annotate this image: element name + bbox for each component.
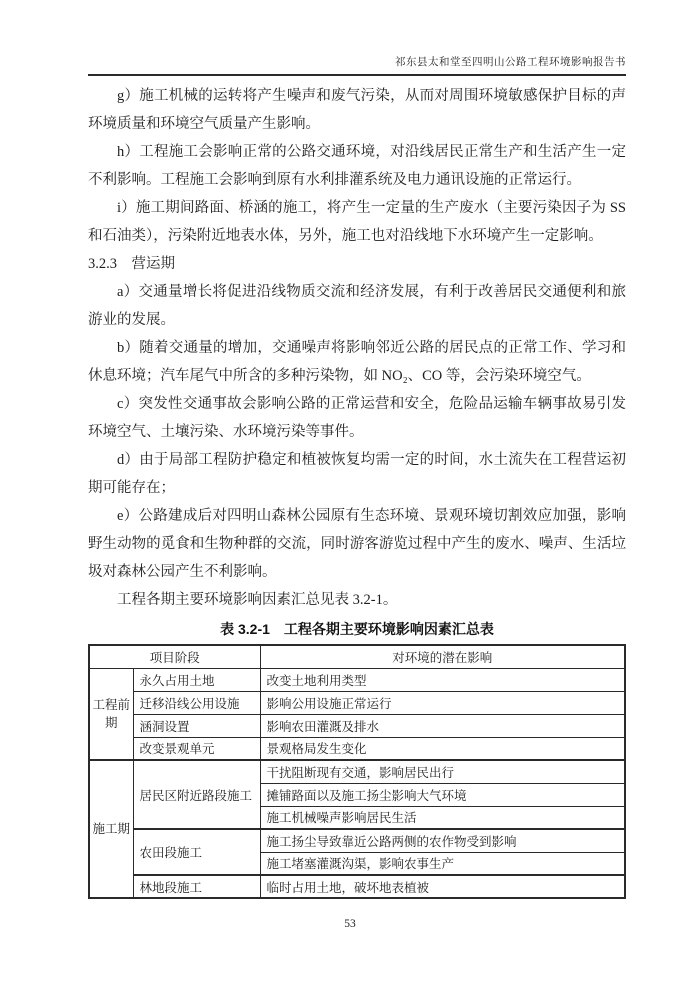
impact-cell: 施工扬尘导致靠近公路两侧的农作物受到影响 bbox=[260, 829, 625, 852]
impact-cell: 影响农田灌溉及排水 bbox=[260, 714, 625, 737]
column-header-project-stage: 项目阶段 bbox=[89, 645, 260, 668]
impact-cell: 影响公用设施正常运行 bbox=[260, 691, 625, 714]
activity-cell: 农田段施工 bbox=[133, 829, 260, 875]
paragraph-d: d）由于局部工程防护稳定和植被恢复均需一定的时间，水土流失在工程营运初期可能存在； bbox=[88, 452, 626, 496]
paragraph-c: c）突发性交通事故会影响公路的正常运营和安全，危险品运输车辆事故易引发环境空气、土壤污染、水环境污染等事件。 bbox=[88, 396, 626, 440]
activity-cell: 迁移沿线公用设施 bbox=[133, 691, 260, 714]
report-title: 祁东县太和堂至四明山公路工程环境影响报告书 bbox=[395, 57, 626, 68]
impact-cell: 改变土地利用类型 bbox=[260, 668, 625, 691]
impact-cell: 干扰阻断现有交通，影响居民出行 bbox=[260, 760, 625, 783]
impact-cell: 施工堵塞灌溉沟渠，影响农事生产 bbox=[260, 852, 625, 875]
table-header-row bbox=[89, 645, 625, 668]
document-body bbox=[88, 82, 626, 614]
activity-cell: 居民区附近路段施工 bbox=[133, 760, 260, 829]
table-row bbox=[89, 737, 625, 760]
table-row bbox=[89, 691, 625, 714]
phase-cell-construction: 施工期 bbox=[89, 760, 133, 898]
table-row bbox=[89, 829, 625, 852]
paragraph-b: b）随着交通量的增加，交通噪声将影响邻近公路的居民点的正常工作、学习和休息环境；汽车尾气中所含的多种污染物，如 NO₂、CO 等，会污染环境空气。 bbox=[88, 340, 626, 384]
impact-cell: 摊铺路面以及施工扬尘影响大气环境 bbox=[260, 783, 625, 806]
paragraph-g: g）施工机械的运转将产生噪声和废气污染，从而对周围环境敏感保护目标的声环境质量和环境空气质量产生影响。 bbox=[88, 88, 626, 132]
table-row bbox=[89, 668, 625, 691]
impact-cell: 临时占用土地，破坏地表植被 bbox=[260, 875, 625, 898]
table-row bbox=[89, 875, 625, 898]
activity-cell: 改变景观单元 bbox=[133, 737, 260, 760]
paragraph-h: h）工程施工会影响正常的公路交通环境，对沿线居民正常生产和生活产生一定不利影响。工程施工会影响到原有水利排灌系统及电力通讯设施的正常运行。 bbox=[88, 144, 626, 188]
paragraph-e: e）公路建成后对四明山森林公园原有生态环境、景观环境切割效应加强，影响野生动物的觅食和生物种群的交流，同时游客游览过程中产生的废水、噪声、生活垃圾对森林公园产生不利影响。 bbox=[88, 508, 626, 580]
paragraph-table-reference: 工程各期主要环境影响因素汇总见表 3.2-1。 bbox=[117, 592, 398, 608]
paragraph-i: i）施工期间路面、桥涵的施工，将产生一定量的生产废水（主要污染因子为 SS 和石油类），污染附近地表水体，另外，施工也对沿线地下水环境产生一定影响。 bbox=[88, 200, 626, 244]
phase-cell-pre-construction: 工程前期 bbox=[89, 668, 133, 760]
page-number: 53 bbox=[344, 918, 356, 930]
paragraph-a: a）交通量增长将促进沿线物质交流和经济发展，有利于改善居民交通便利和旅游业的发展。 bbox=[88, 284, 626, 328]
impact-cell: 施工机械噪声影响居民生活 bbox=[260, 806, 625, 829]
activity-cell: 永久占用土地 bbox=[133, 668, 260, 691]
table-row bbox=[89, 714, 625, 737]
section-heading-operation-period: 3.2.3 营运期 bbox=[88, 256, 175, 272]
activity-cell: 涵洞设置 bbox=[133, 714, 260, 737]
impact-cell: 景观格局发生变化 bbox=[260, 737, 625, 760]
page-header bbox=[88, 54, 626, 76]
table-caption: 表 3.2-1 工程各期主要环境影响因素汇总表 bbox=[220, 621, 494, 637]
column-header-potential-impact: 对环境的潜在影响 bbox=[260, 645, 625, 668]
impact-summary-table bbox=[88, 644, 626, 899]
table-row bbox=[89, 760, 625, 783]
activity-cell: 林地段施工 bbox=[133, 875, 260, 898]
